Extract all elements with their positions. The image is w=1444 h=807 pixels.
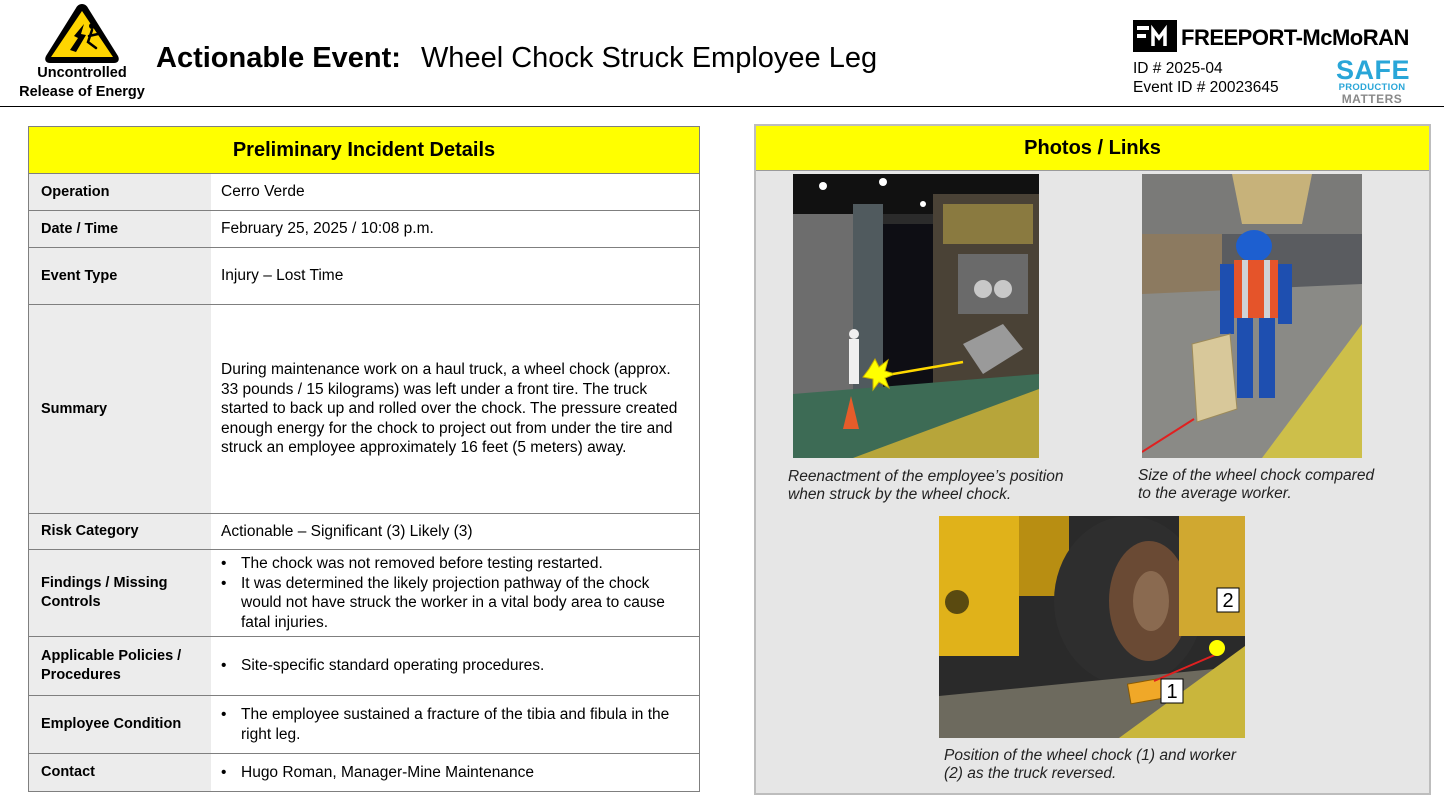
wheel-position-photo xyxy=(939,516,1245,738)
brand-name: FREEPORT-McMoRAN xyxy=(1181,25,1409,50)
hazard-label-line1: Uncontrolled xyxy=(37,65,127,81)
reenactment-photo xyxy=(793,174,1039,458)
row-operation xyxy=(28,174,700,211)
event-type-label: Event Type xyxy=(29,248,211,304)
id-number: ID # 2025-04 xyxy=(1133,60,1223,77)
operation-label: Operation xyxy=(29,174,211,210)
findings-item: • The chock was not removed before testing restarted. xyxy=(241,554,689,574)
row-findings xyxy=(28,550,700,637)
photo1-caption-line2: when struck by the wheel chock. xyxy=(788,486,1012,503)
row-employee-condition xyxy=(28,696,700,754)
row-date-time xyxy=(28,211,700,248)
policies-label-line1: Applicable Policies / xyxy=(41,648,182,664)
row-policies xyxy=(28,637,700,696)
summary-label: Summary xyxy=(29,305,211,513)
page-title xyxy=(156,42,877,75)
marker-1-label: 1 xyxy=(1166,681,1178,703)
datetime-value: February 25, 2025 / 10:08 p.m. xyxy=(221,220,434,238)
findings-item: • It was determined the likely projection pathway of the chock would not have struck the worker in a vital body area to cause fatal injuries. xyxy=(241,574,689,633)
photos-heading: Photos / Links xyxy=(756,126,1429,171)
row-summary xyxy=(28,305,700,514)
findings-value xyxy=(211,550,699,636)
row-contact xyxy=(28,754,700,792)
details-heading: Preliminary Incident Details xyxy=(28,126,700,174)
policies-label xyxy=(29,637,211,695)
photo1-caption xyxy=(788,468,1063,504)
row-risk-category xyxy=(28,514,700,550)
photo3-caption-line2: (2) as the truck reversed. xyxy=(944,765,1117,782)
contact-label: Contact xyxy=(29,754,211,791)
contact-item: • Hugo Roman, Manager-Mine Maintenance xyxy=(241,763,534,783)
event-type-value: Injury – Lost Time xyxy=(221,267,344,285)
photo3-caption xyxy=(944,747,1236,783)
risk-value: Actionable – Significant (3) Likely (3) xyxy=(221,522,473,540)
safe-production-logo xyxy=(1336,55,1411,106)
event-id-number: Event ID # 20023645 xyxy=(1133,79,1279,96)
title-label: Actionable Event: xyxy=(156,42,401,74)
policies-label-line2: Procedures xyxy=(41,667,121,683)
photo2-caption-line2: to the average worker. xyxy=(1138,485,1292,502)
header-divider xyxy=(0,106,1444,107)
hazard-label-line2: Release of Energy xyxy=(19,84,145,100)
risk-label: Risk Category xyxy=(29,514,211,549)
photos-panel xyxy=(754,124,1431,795)
matters-word: MATTERS xyxy=(1341,91,1403,106)
safe-word: SAFE xyxy=(1336,55,1411,85)
condition-label: Employee Condition xyxy=(29,696,211,753)
photo3-caption-line1: Position of the wheel chock (1) and worker xyxy=(944,747,1237,764)
findings-label-line1: Findings / Missing xyxy=(41,575,168,591)
row-event-type xyxy=(28,248,700,305)
warning-triangle-icon xyxy=(40,0,124,66)
policies-item: • Site-specific standard operating procedures. xyxy=(241,656,544,676)
summary-value: During maintenance work on a haul truck, a wheel chock (approx. 33 pounds / 15 kilograms) was left under a front tire. The truck started to back up and rolled over the chock. The pressure created enough energy for the chock to project out from under the tire and struck an employee approximately 16 feet (5 meters) away. xyxy=(221,361,678,457)
incident-details-table xyxy=(28,126,700,792)
photo2-caption xyxy=(1138,467,1374,503)
chock-size-photo xyxy=(1142,174,1362,458)
brand-block xyxy=(1133,20,1413,106)
findings-label xyxy=(29,550,211,636)
photo1-caption-line1: Reenactment of the employee’s position xyxy=(788,468,1064,485)
policies-value xyxy=(211,637,699,695)
datetime-label: Date / Time xyxy=(29,211,211,247)
condition-item: • The employee sustained a fracture of the tibia and fibula in the right leg. xyxy=(241,705,689,744)
hazard-badge xyxy=(8,0,156,102)
findings-label-line2: Controls xyxy=(41,594,101,610)
operation-value: Cerro Verde xyxy=(221,183,305,200)
marker-2-label: 2 xyxy=(1222,590,1234,612)
photo2-caption-line1: Size of the wheel chock compared xyxy=(1138,467,1375,484)
title-text: Wheel Chock Struck Employee Leg xyxy=(420,42,878,74)
production-word: PRODUCTION xyxy=(1338,82,1406,93)
contact-value xyxy=(211,754,699,791)
fm-logo-icon xyxy=(1133,20,1177,52)
condition-value xyxy=(211,696,699,753)
